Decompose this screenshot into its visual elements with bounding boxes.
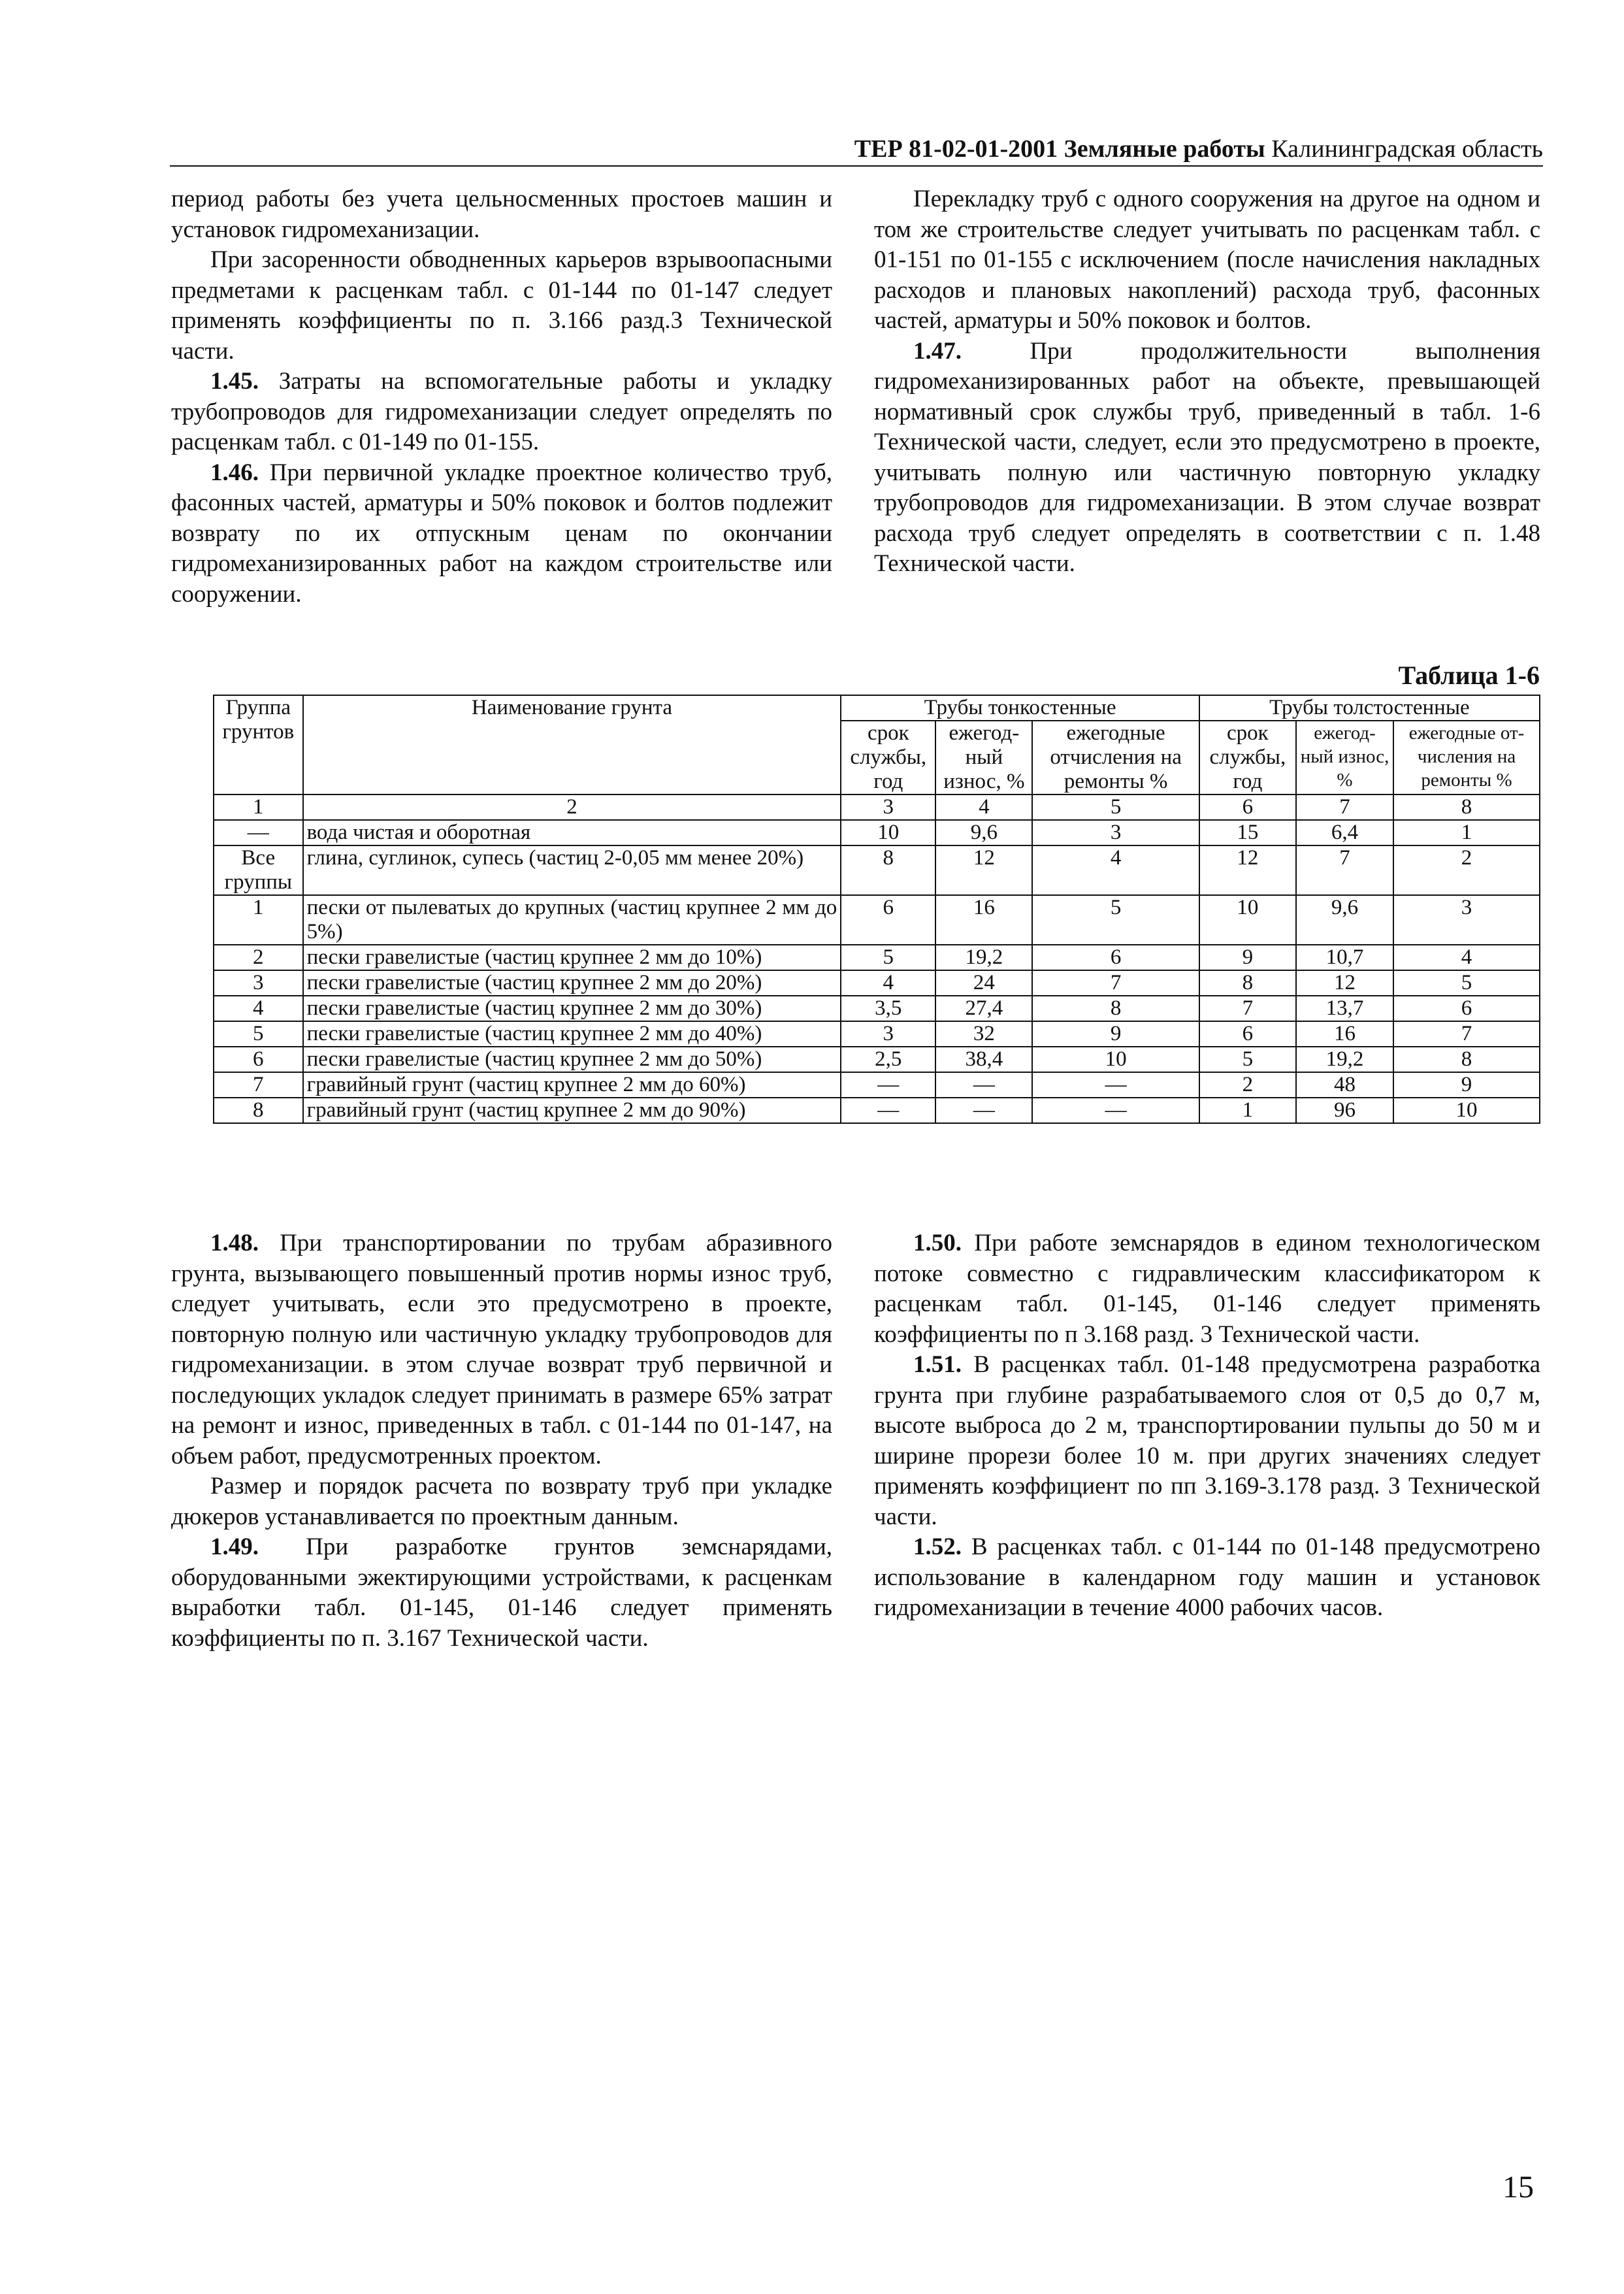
header-repair2: ежегодные от-числения на ремонты % [1393, 721, 1540, 795]
cell-value: 15 [1199, 820, 1296, 845]
cell-value: 8 [1393, 1047, 1540, 1072]
cell-value: 19,2 [1296, 1047, 1393, 1072]
header-thin: Трубы тонкостенные [841, 695, 1199, 721]
paragraph-1-46 [171, 458, 832, 610]
header-life2: срок службы, год [1199, 721, 1296, 795]
cell-value: 24 [935, 970, 1032, 996]
cell-value: 7 [1032, 970, 1199, 996]
cell-value: — [841, 1098, 935, 1123]
cell-value: 9 [1393, 1072, 1540, 1098]
header-name: Наименование грунта [303, 695, 841, 795]
column-number-row [214, 795, 1540, 820]
cell-name: глина, суглинок, супесь (частиц 2-0,05 мм менее 20%) [303, 845, 841, 895]
cell-value: — [1032, 1098, 1199, 1123]
cell-value: 16 [935, 895, 1032, 945]
table-row [214, 1098, 1540, 1123]
cell-value: 13,7 [1296, 996, 1393, 1021]
cell-value: 9 [1199, 945, 1296, 970]
clause-number: 1.49. [210, 1533, 259, 1560]
cell-value: 6 [1199, 1021, 1296, 1047]
cell-value: 12 [935, 845, 1032, 895]
table-row [214, 895, 1540, 945]
cell-value: 2 [1393, 845, 1540, 895]
table-row [214, 945, 1540, 970]
cell-value: 4 [841, 970, 935, 996]
cell-name: вода чистая и оборотная [303, 820, 841, 845]
cell-value: 9,6 [1296, 895, 1393, 945]
clause-number: 1.51. [913, 1351, 962, 1378]
cell-group: 7 [214, 1072, 303, 1098]
paragraph-1-50 [874, 1228, 1540, 1350]
cell-value: 10,7 [1296, 945, 1393, 970]
cell-value: 10 [1199, 895, 1296, 945]
cell-value: 4 [1032, 845, 1199, 895]
cell-value: 6 [841, 895, 935, 945]
cell-value: 16 [1296, 1021, 1393, 1047]
paragraph: При засоренности обводненных карьеров взрывоопасными предметами к расценкам табл. с 01-144 по 01-147 следует применять коэффициенты по п. 3.166 разд.3 Технической части. [171, 246, 832, 365]
cell-group: 1 [214, 895, 303, 945]
clause-text: В расценках табл. 01-148 предусмотрена разработка грунта при глубине разрабатываемого слоя от 0,5 до 0,7 м, высоте выброса до 2 м, транспортировании пульпы до 50 м и ширине прорези более 10 м. при других значениях следует применять коэффициент по пп 3.169-3.178 разд. 3 Технической части. [874, 1351, 1540, 1530]
clause-text: Затраты на вспомогательные работы и укладку трубопроводов для гидромеханизации следует определять по расценкам табл. с 01-149 по 01-155. [171, 368, 832, 455]
paragraph: Перекладку труб с одного сооружения на другое на одном и том же строительстве следует учитывать по расценкам табл. с 01-151 по 01-155 с исключением (после начисления накладных расходов и плановых накоплений) расхода труб, фасонных частей, арматуры и 50% поковок и болтов. [874, 186, 1540, 334]
cell-value: 6,4 [1296, 820, 1393, 845]
running-header [170, 134, 1543, 167]
cell-value: 7 [1199, 996, 1296, 1021]
cell-value: 9,6 [935, 820, 1032, 845]
cell-value: 6 [1393, 996, 1540, 1021]
table-row [214, 1047, 1540, 1072]
cell-value: 5 [841, 945, 935, 970]
cell-name: гравийный грунт (частиц крупнее 2 мм до 90%) [303, 1098, 841, 1123]
cell-value: — [935, 1072, 1032, 1098]
colnum: 4 [935, 795, 1032, 820]
header-group: Группа грунтов [214, 695, 303, 795]
clause-number: 1.46. [210, 459, 259, 486]
clause-number: 1.47. [913, 337, 962, 365]
cell-value: 10 [1393, 1098, 1540, 1123]
cell-value: — [1032, 1072, 1199, 1098]
table-1-6 [213, 695, 1540, 1124]
paragraph-1-45 [171, 367, 832, 458]
table-caption: Таблица 1-6 [1398, 661, 1540, 690]
cell-group: 2 [214, 945, 303, 970]
cell-value: 1 [1199, 1098, 1296, 1123]
header-wear: ежегод-ный износ, % [935, 721, 1032, 795]
cell-value: 10 [1032, 1047, 1199, 1072]
table-row [214, 1072, 1540, 1098]
cell-name: пески гравелистые (частиц крупнее 2 мм до 40%) [303, 1021, 841, 1047]
cell-value: 27,4 [935, 996, 1032, 1021]
cell-value: 12 [1199, 845, 1296, 895]
cell-name: гравийный грунт (частиц крупнее 2 мм до 60%) [303, 1072, 841, 1098]
cell-value: 3 [1032, 820, 1199, 845]
clause-text: При транспортировании по трубам абразивного грунта, вызывающего повышенный против нормы износ труб, следует учитывать, если это предусмотрено в проекте, повторную полную или частичную укладку трубопроводов для гидромеханизации. в этом случае возврат труб первичной и последующих укладок следует принимать в размере 65% затрат на ремонт и износ, приведенных в табл. с 01-144 по 01-147, на объем работ, предусмотренных проектом. [171, 1230, 832, 1469]
cell-value: 6 [1032, 945, 1199, 970]
table-row [214, 970, 1540, 996]
cell-value: 32 [935, 1021, 1032, 1047]
colnum: 6 [1199, 795, 1296, 820]
clause-number: 1.52. [913, 1533, 962, 1560]
cell-value: 9 [1032, 1021, 1199, 1047]
header-thick: Трубы толстостенные [1199, 695, 1540, 721]
cell-value: 3 [1393, 895, 1540, 945]
colnum: 7 [1296, 795, 1393, 820]
cell-value: 7 [1296, 845, 1393, 895]
doc-region: Калининградская область [1271, 135, 1543, 163]
table-row [214, 820, 1540, 845]
top-left-column [171, 184, 832, 610]
clause-text: При продолжительности выполнения гидромеханизированных работ на объекте, превышающей нормативный срок службы труб, приведенный в табл. 1-6 Технической части, следует, если это предусмотрено в проекте, учитывать полную или частичную повторную укладку трубопроводов для гидромеханизации. В этом случае возврат расхода труб следует определять в соответствии с п. 1.48 Технической части. [874, 337, 1540, 577]
cell-value: 5 [1199, 1047, 1296, 1072]
cell-value: 1 [1393, 820, 1540, 845]
header-repair: ежегодные отчисления на ремонты % [1032, 721, 1199, 795]
cell-value: 3 [841, 1021, 935, 1047]
colnum: 3 [841, 795, 935, 820]
cell-name: пески гравелистые (частиц крупнее 2 мм до 30%) [303, 996, 841, 1021]
paragraph: период работы без учета цельносменных простоев машин и установок гидромеханизации. [171, 186, 832, 243]
cell-value: 96 [1296, 1098, 1393, 1123]
cell-value: 5 [1032, 895, 1199, 945]
colnum: 5 [1032, 795, 1199, 820]
clause-text: При первичной укладке проектное количество труб, фасонных частей, арматуры и 50% поковок и болтов подлежит возврату по их отпускным ценам по окончании гидромеханизированных работ на каждом строительстве или сооружении. [171, 459, 832, 608]
clause-text: В расценках табл. с 01-144 по 01-148 предусмотрено использование в календарном году машин и установок гидромеханизации в течение 4000 рабочих часов. [874, 1533, 1540, 1621]
paragraph-1-49 [171, 1532, 832, 1654]
clause-number: 1.48. [210, 1230, 259, 1256]
cell-name: пески от пылеватых до крупных (частиц крупнее 2 мм до 5%) [303, 895, 841, 945]
paragraph: Размер и порядок расчета по возврату труб при укладке дюкеров устанавливается по проектным данным. [171, 1473, 832, 1530]
cell-group: 5 [214, 1021, 303, 1047]
cell-group: — [214, 820, 303, 845]
cell-value: 12 [1296, 970, 1393, 996]
cell-value: 3,5 [841, 996, 935, 1021]
cell-value: 7 [1393, 1021, 1540, 1047]
doc-code: ТЕР 81-02-01-2001 [854, 135, 1058, 163]
cell-value: 8 [841, 845, 935, 895]
header-wear2: ежегод-ный износ, % [1296, 721, 1393, 795]
cell-value: 4 [1393, 945, 1540, 970]
cell-value: 2 [1199, 1072, 1296, 1098]
paragraph-1-47 [874, 336, 1540, 580]
paragraph-1-52 [874, 1532, 1540, 1624]
cell-group: 8 [214, 1098, 303, 1123]
table-row [214, 1021, 1540, 1047]
cell-name: пески гравелистые (частиц крупнее 2 мм до 50%) [303, 1047, 841, 1072]
cell-value: 8 [1032, 996, 1199, 1021]
colnum: 2 [303, 795, 841, 820]
bottom-left-column [171, 1228, 832, 1654]
table-row [214, 845, 1540, 895]
cell-value: 5 [1393, 970, 1540, 996]
cell-name: пески гравелистые (частиц крупнее 2 мм до 10%) [303, 945, 841, 970]
cell-value: 48 [1296, 1072, 1393, 1098]
doc-section: Земляные работы [1064, 135, 1265, 163]
cell-value: 2,5 [841, 1047, 935, 1072]
paragraph-1-51 [874, 1350, 1540, 1532]
clause-text: При разработке грунтов земснарядами, оборудованными эжектирующими устройствами, к расценкам выработки табл. 01-145, 01-146 следует применять коэффициенты по п. 3.167 Технической части. [171, 1533, 832, 1652]
cell-value: 10 [841, 820, 935, 845]
top-right-column [874, 184, 1540, 580]
cell-value: — [841, 1072, 935, 1098]
cell-value: 38,4 [935, 1047, 1032, 1072]
cell-value: — [935, 1098, 1032, 1123]
clause-number: 1.50. [913, 1230, 962, 1256]
cell-group: 6 [214, 1047, 303, 1072]
clause-text: При работе земснарядов в едином технологическом потоке совместно с гидравлическим классификатором к расценкам табл. 01-145, 01-146 следует применять коэффициенты по п 3.168 разд. 3 Технической части. [874, 1230, 1540, 1348]
clause-number: 1.45. [210, 368, 259, 395]
cell-group: 3 [214, 970, 303, 996]
cell-group: 4 [214, 996, 303, 1021]
table-header-row [214, 695, 1540, 721]
colnum: 1 [214, 795, 303, 820]
cell-value: 19,2 [935, 945, 1032, 970]
header-life: срок службы, год [841, 721, 935, 795]
bottom-right-column [874, 1228, 1540, 1624]
colnum: 8 [1393, 795, 1540, 820]
paragraph-1-48 [171, 1228, 832, 1471]
cell-group: Все группы [214, 845, 303, 895]
page-number: 15 [1502, 2170, 1534, 2204]
table-row [214, 996, 1540, 1021]
cell-name: пески гравелистые (частиц крупнее 2 мм до 20%) [303, 970, 841, 996]
cell-value: 8 [1199, 970, 1296, 996]
